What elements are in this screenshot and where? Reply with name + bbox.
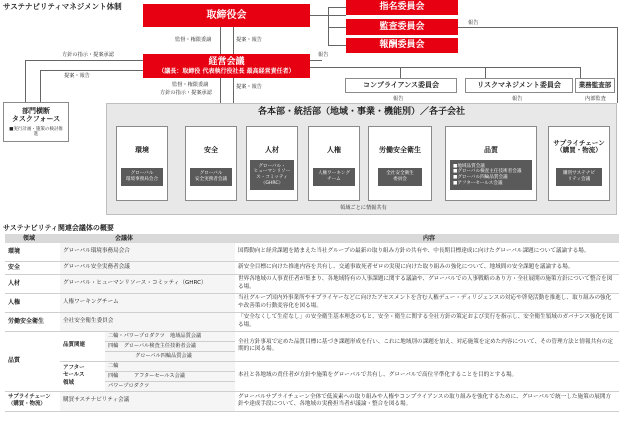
row-field: 環境 bbox=[5, 243, 60, 261]
task-force-box bbox=[3, 102, 69, 142]
area-meeting-box: グローバル 環境事務局会合 bbox=[121, 168, 163, 186]
row-meeting: 二輪 bbox=[105, 361, 235, 371]
connector-line bbox=[220, 27, 221, 54]
supervise-label: 監督・権限委譲 bbox=[172, 82, 209, 88]
task-force-note: ■実行計画・施策の検討推進 bbox=[9, 126, 63, 137]
row-content: 「安全なくして生産なし」の安全衛生基本理念のもと、安全・衛生に関する全社方針の策定および実行を指示し、安全衛生領域のガバナンス強化を図る場。 bbox=[235, 312, 619, 331]
committee-label: リスクマネジメント委員会 bbox=[477, 81, 561, 90]
table-header bbox=[5, 234, 619, 243]
departments-title: 各本部・統括部（地域・事業・機能別）／各子会社 bbox=[258, 107, 466, 117]
connector-line bbox=[310, 67, 580, 68]
row-content: 全社方針事項で定めた品質目標に基づき課題形成を行い、これに地域別の課題を加え、対応施策を定めた内容について、その管理方法と情報共有の定期的に図る場。 bbox=[235, 331, 619, 361]
table-row bbox=[5, 391, 619, 411]
connector-line bbox=[400, 67, 401, 78]
row-content: 世界各地域の人事責任者が集まり、各地域特有の人事課題に関する議論や、グローバルでの人事戦略のあり方・全社展開の施策方針について整合を図る場。 bbox=[235, 274, 619, 293]
area-column-environment bbox=[116, 126, 168, 201]
connector-line bbox=[233, 78, 234, 104]
table-row bbox=[5, 293, 619, 312]
audit-department-box bbox=[575, 78, 615, 93]
report-label: 報告 bbox=[468, 20, 479, 26]
table-row bbox=[5, 274, 619, 293]
connector-line bbox=[485, 67, 486, 78]
committee-label: 指名委員会 bbox=[379, 2, 425, 13]
exec-meeting-title: 経営会議 bbox=[208, 57, 245, 67]
table-row bbox=[5, 243, 619, 261]
area-meeting-box: グローバル・ ヒューマンリソー ス・コミッティ （GHRC） bbox=[250, 160, 294, 190]
connector-line bbox=[580, 67, 581, 78]
nomination-committee-box bbox=[346, 0, 458, 15]
report-label: 報告 bbox=[318, 52, 329, 58]
row-meeting: グローバル環境事務局会合 bbox=[60, 243, 235, 261]
table-row bbox=[5, 331, 619, 341]
supervise-label: 監督・権限委譲 bbox=[175, 37, 212, 43]
row-meeting bbox=[105, 341, 235, 351]
meeting-segment: 四輪 bbox=[108, 372, 119, 379]
board-label: 取締役会 bbox=[206, 9, 247, 21]
area-meeting-box: 全社安全衛生 委員会 bbox=[378, 168, 422, 186]
connector-line bbox=[40, 70, 143, 71]
area-meeting-box: 購買サステナビ リティ会議 bbox=[556, 168, 602, 186]
row-meeting: 購買サステナビリティ会議 bbox=[60, 391, 235, 411]
row-meeting: グローバル・ヒューマンリソース・コミッティ（GHRC） bbox=[60, 274, 235, 293]
row-content: 国際動向と経営課題を踏まえた当社グループの最新の取り組み方針の共有や、中長期目標達成に向けたグローバル課題について議論する場。 bbox=[235, 243, 619, 261]
connector-line bbox=[328, 7, 329, 45]
row-meeting: 人権ワーキングチーム bbox=[60, 293, 235, 312]
connector-line bbox=[328, 7, 346, 8]
row-meeting: グローバル四輪品質会議 bbox=[105, 351, 235, 361]
policy-label: 方針の指示・提案承認 bbox=[160, 90, 212, 96]
committee-label: コンプライアンス委員会 bbox=[362, 81, 440, 90]
area-column-supply-chain bbox=[548, 126, 610, 201]
area-column-human-rights bbox=[308, 126, 360, 201]
area-meeting-box: ■地域品質会議 ■グローバル検査主任技術者会議 ■グローバル四輪品質会議 ■アフターセールス会議 bbox=[450, 160, 532, 190]
connector-line bbox=[40, 70, 41, 102]
row-meeting bbox=[105, 371, 235, 381]
row-content: 当社グループ国内外事業所やサプライヤーなどに向けたアセスメントを含む人権デュー・ディリジェンスの対応や啓発活動を推進し、取り組みの強化や改善策の行動変容化を図る場。 bbox=[235, 293, 619, 312]
connector-line bbox=[458, 27, 618, 28]
internal-audit-label: 内部監査 bbox=[585, 96, 606, 102]
propose-report-label: 提案・報告 bbox=[236, 37, 262, 43]
task-force-title: 部門横断 タスクフォース bbox=[11, 106, 61, 124]
connector-line bbox=[328, 27, 346, 28]
meeting-name: 地域品質会議 bbox=[170, 332, 202, 339]
audit-committee-box bbox=[346, 19, 458, 35]
policy-label: 方針の指示・提案承認 bbox=[62, 52, 114, 58]
meetings-table bbox=[5, 234, 619, 412]
area-name: 人材 bbox=[265, 146, 279, 154]
report-label: 報告 bbox=[512, 96, 523, 102]
quality-sub-related: 品質関連 bbox=[60, 331, 105, 361]
meeting-name: グローバル検査主任技術者会議 bbox=[123, 342, 196, 349]
area-name: 環境 bbox=[135, 146, 149, 154]
board-box bbox=[143, 4, 310, 27]
committee-label: 業務監査部 bbox=[578, 80, 612, 89]
row-field: 品質 bbox=[5, 331, 60, 391]
area-name: 人権 bbox=[327, 146, 341, 154]
table-title: サステナビリティ関連会議体の概要 bbox=[3, 224, 114, 232]
table-row bbox=[5, 361, 619, 371]
area-name: 品質 bbox=[484, 146, 498, 154]
row-meeting: 全社安全衛生委員会 bbox=[60, 312, 235, 331]
exec-meeting-subtitle: （議長：取締役 代表執行役社長 最高経営責任者） bbox=[158, 67, 295, 75]
regional-share-label: 領域ごとに情報共有 bbox=[340, 205, 387, 211]
row-field: 労働安全衛生 bbox=[5, 312, 60, 331]
header-content: 内容 bbox=[235, 234, 619, 243]
connector-line bbox=[617, 27, 618, 103]
row-content: グローバルサプライチェーン全体で低炭素への取り組みや人権やコンプライアンスの取り組みを強化するために、グローバルで統一した施策の展開方針や達成手段について、各地域の実務担当者が議論・整合を図る場。 bbox=[235, 391, 619, 411]
exec-meeting-box bbox=[143, 54, 310, 78]
meeting-segment: 四輪 bbox=[108, 342, 119, 349]
row-field: 人権 bbox=[5, 293, 60, 312]
meeting-segment: 二輪・パワープロダクツ bbox=[108, 332, 165, 339]
compensation-committee-box bbox=[346, 38, 458, 53]
row-field: 安全 bbox=[5, 261, 60, 274]
area-meeting-box: グローバル 安全実務者会議 bbox=[190, 168, 232, 186]
departments-panel bbox=[106, 103, 617, 215]
row-field: サプライチェーン （購買・物流） bbox=[5, 391, 60, 411]
report-label: 報告 bbox=[393, 96, 404, 102]
meeting-name: アフターセールス会議 bbox=[133, 372, 185, 379]
propose-report-label: 提案・報告 bbox=[64, 73, 90, 79]
propose-report-label: 提案・報告 bbox=[236, 84, 262, 90]
area-meeting-box: 人権ワーキング チーム bbox=[313, 168, 355, 186]
committee-label: 監査委員会 bbox=[379, 21, 425, 32]
quality-sub-aftersales: アフター セールス 領域 bbox=[60, 361, 105, 391]
area-column-ohs bbox=[368, 126, 432, 201]
area-name: 労働安全衛生 bbox=[379, 146, 421, 154]
row-content: 本社と各地域の責任者が方針や施策をグローバルで共有し、グローバルで高位平準化することを目的とする場。 bbox=[235, 361, 619, 391]
area-column-safety bbox=[185, 126, 237, 201]
risk-management-committee-box bbox=[465, 78, 573, 93]
diagram-title: サステナビリティマネジメント体制 bbox=[3, 2, 122, 11]
connector-line bbox=[220, 78, 221, 104]
connector-line bbox=[25, 60, 143, 61]
connector-line bbox=[310, 60, 322, 61]
connector-line bbox=[328, 45, 346, 46]
row-field: 人材 bbox=[5, 274, 60, 293]
header-meeting: 会議体 bbox=[60, 234, 235, 243]
compliance-committee-box bbox=[345, 78, 457, 93]
row-meeting: パワープロダクツ bbox=[105, 381, 235, 391]
table-row bbox=[5, 312, 619, 331]
committee-label: 報酬委員会 bbox=[379, 40, 425, 51]
table-row bbox=[5, 261, 619, 274]
header-field: 領域 bbox=[5, 234, 60, 243]
row-meeting bbox=[105, 331, 235, 341]
connector-line bbox=[25, 60, 26, 102]
connector-line bbox=[233, 27, 234, 54]
area-name: 安全 bbox=[204, 146, 218, 154]
row-content: 新安全目標に向けた推進内容を共有し、交通事故死者ゼロの実現に向けた取り組みの強化について、地域間の安全課題を議論する場。 bbox=[235, 261, 619, 274]
area-name: サプライチェーン （購買・物流） bbox=[553, 139, 605, 155]
row-meeting: グローバル安全実務者会議 bbox=[60, 261, 235, 274]
